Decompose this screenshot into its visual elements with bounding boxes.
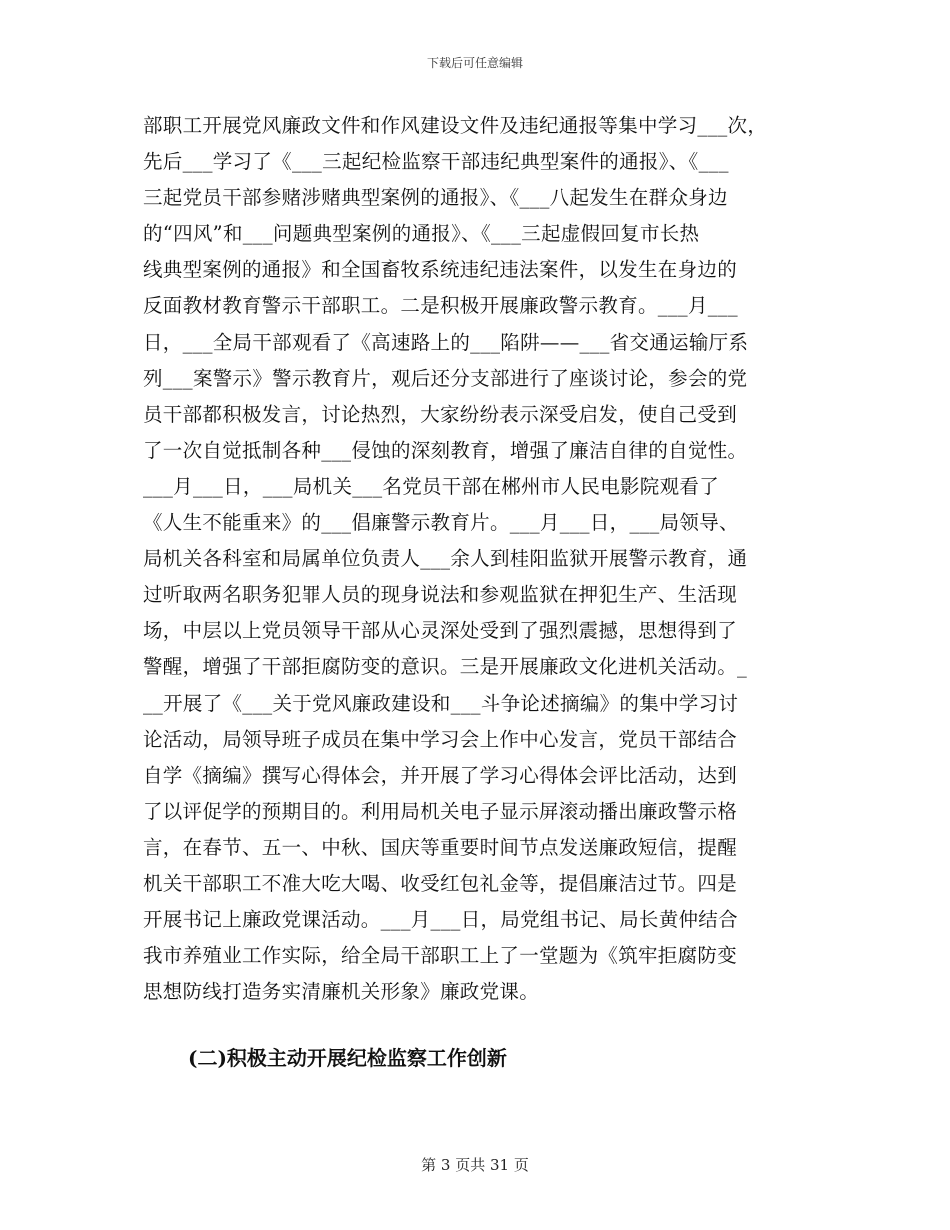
body-line: 员干部都积极发言，讨论热烈，大家纷纷表示深受启发，使自己受到: [143, 402, 738, 426]
body-line: 《人生不能重来》的___倡廉警示教育片。___月___日，___局领导、: [143, 511, 739, 535]
body-line: 言，在春节、五一、中秋、国庆等重要时间节点发送廉政短信，提醒: [143, 835, 738, 859]
body-line: 过听取两名职务犯罪人员的现身说法和参观监狱在押犯生产、生活现: [143, 583, 738, 607]
body-line: 列___案警示》警示教育片，观后还分支部进行了座谈讨论，参会的党: [143, 366, 748, 390]
body-line: 警醒，增强了干部拒腐防变的意识。三是开展廉政文化进机关活动。_: [143, 655, 748, 679]
body-line: 的“四风”和___问题典型案例的通报》、《___三起虚假回复市长热: [143, 222, 700, 246]
body-line: 自学《摘编》撰写心得体会，并开展了学习心得体会评比活动，达到: [143, 763, 738, 787]
body-line: 局机关各科室和局属单位负责人___余人到桂阳监狱开展警示教育，通: [143, 547, 748, 571]
body-line: 三起党员干部参赌涉赌典型案例的通报》、《___八起发生在群众身边: [143, 186, 728, 210]
body-line: 机关干部职工不准大吃大喝、收受红包礼金等，提倡廉洁过节。四是: [143, 871, 738, 895]
body-line: 了以评促学的预期目的。利用局机关电子显示屏滚动播出廉政警示格: [143, 799, 738, 823]
page-header: 下载后可任意编辑: [426, 56, 523, 70]
body-line: 开展书记上廉政党课活动。___月___日，局党组书记、局长黄仲结合: [143, 908, 738, 932]
body-line: 先后___学习了《___三起纪检监察干部违纪典型案件的通报》、《___: [143, 150, 729, 174]
body-line: 思想防线打造务实清廉机关形象》廉政党课。: [143, 980, 540, 1004]
body-line: 反面教材教育警示干部职工。二是积极开展廉政警示教育。___月___: [143, 294, 738, 318]
page-number: 第 3 页共 31 页: [421, 1156, 529, 1174]
body-line: __开展了《___关于党风廉政建设和___斗争论述摘编》的集中学习讨: [143, 691, 739, 715]
body-line: 了一次自觉抵制各种___侵蚀的深刻教育，增强了廉洁自律的自觉性。: [143, 438, 748, 462]
section-heading: (二)积极主动开展纪检监察工作创新: [188, 1046, 507, 1070]
body-line: 场，中层以上党员领导干部从心灵深处受到了强烈震撼，思想得到了: [143, 619, 738, 643]
body-line: 日，___全局干部观看了《高速路上的___陷阱——___省交通运输厅系: [143, 330, 749, 354]
body-line: 论活动，局领导班子成员在集中学习会上作中心发言，党员干部结合: [143, 727, 738, 751]
body-line: 我市养殖业工作实际，给全局干部职工上了一堂题为《筑牢拒腐防变: [143, 944, 738, 968]
body-line: 线典型案例的通报》和全国畜牧系统违纪违法案件，以发生在身边的: [143, 258, 738, 282]
body-line: ___月___日，___局机关___名党员干部在郴州市人民电影院观看了: [143, 474, 719, 498]
body-text: [143, 112, 823, 1014]
body-line: 部职工开展党风廉政文件和作风建设文件及违纪通报等集中学习___次，: [143, 114, 768, 137]
